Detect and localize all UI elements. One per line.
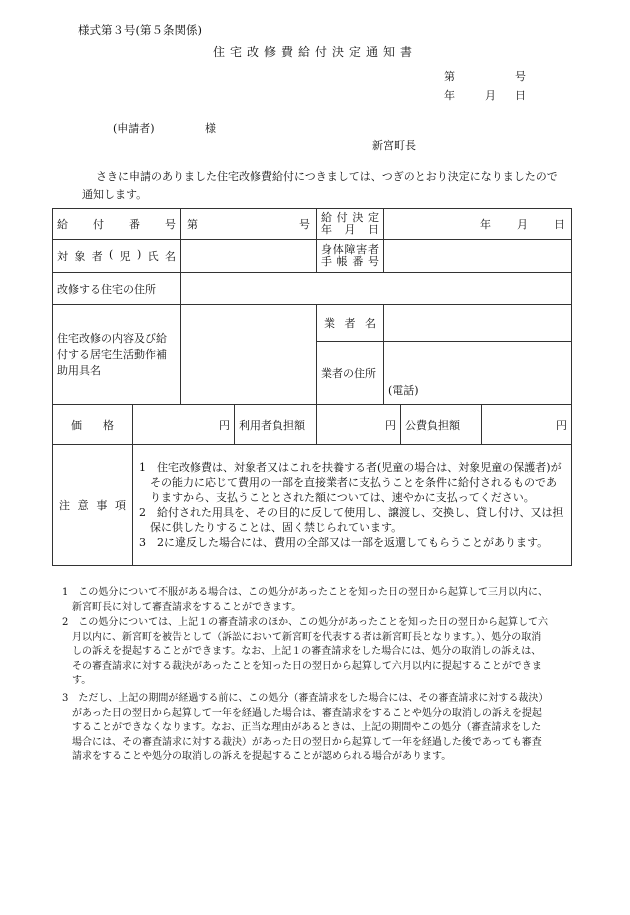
notes-label: 注 意 事 項 [59,499,126,512]
disability-label-1: 身 体 障 害 者 [321,243,379,256]
decision-date-value-cell [384,209,572,240]
public-share-label: 公費負担額 [401,405,482,445]
decision-date-label-1: 給 付 決 定 [321,211,379,224]
public-share-yen: 円 [556,418,567,432]
document-number [444,68,526,84]
price-label: 価 格 [71,418,114,432]
notes-content [133,445,572,566]
public-share-value [482,405,572,445]
row-notes [53,445,572,566]
number-suffix: 号 [515,70,526,83]
honorific-sama: 様 [205,122,216,135]
row-price [53,405,572,445]
applicant-label: (申請者) [113,122,155,135]
grant-number-label-cell [53,209,181,240]
footer-note-text: 1 この処分について不服がある場合は、この処分があったことを知った日の翌日から起算して三月以内に、新宮町長に対して審査請求をすることができます。 [62,587,549,613]
row-address [53,273,572,305]
number-prefix: 第 [444,70,455,83]
decision-table [52,208,572,566]
row-grant-number [53,209,572,240]
subject-name-label-cell [53,240,181,273]
document-title: 住宅改修費給付決定通知書 [212,45,417,59]
content-value [181,305,317,405]
date-month: 月 [485,89,496,102]
content-label: 住宅改修の内容及び給付する居宅生活動作補助用具名 [53,305,181,405]
address-value [181,273,572,305]
grant-number-dai: 第 [187,218,198,231]
decision-date-label-cell [317,209,384,240]
note-item: 3 2に違反した場合には、費用の全部又は一部を返還してもらうことがあります。 [139,536,549,549]
contractor-label-cell [317,305,384,342]
date-day: 日 [515,89,526,102]
note-item: 2 給付された用具を、その目的に反して使用し、譲渡し、交換し、貸し付け、又は担保に供したりすることは、固く禁じられています。 [139,506,564,534]
subject-name-value [181,240,317,273]
address-label: 改修する住宅の住所 [53,273,181,305]
notes-label-cell [53,445,133,566]
user-share-label: 利用者負担額 [235,405,317,445]
decision-month: 月 [517,218,528,231]
footer-note-1 [62,586,550,615]
row-contractor [53,305,572,342]
form-number: 様式第３号(第５条関係) [78,23,202,37]
contractor-value [384,305,572,342]
disability-number-value [384,240,572,273]
price-label-cell [53,405,133,445]
phone-label: (電話) [388,384,419,397]
footer-note-text: 3 ただし、上記の期間が経過する前に、この処分（審査請求をした場合には、その審査請求に対する裁決）があった日の翌日から起算して一年を経過した場合は、審査請求をすることや処分の取消しの訴えを提起することができなくなります。なお、正当な理由があるときは、上記の期間やこの処分（審査請求をした場合には、その審査請求に対する裁決）があった日の翌日から起算して一年を経過した後であっても審査請求をすることや処分の取消しの訴えを提起することが認められる場合があります。 [62,693,549,762]
date-year: 年 [444,89,455,102]
price-yen: 円 [219,418,230,432]
disability-label-cell [317,240,384,273]
contractor-address-label: 業者の住所 [317,342,384,405]
document-date [444,87,526,103]
grant-number-label: 給 付 番 号 [57,218,176,231]
note-item: 1 住宅改修費は、対象者又はこれを扶養する者(児童の場合は、対象児童の保護者)がその能力に応じて費用の一部を直接業者に支払うことを条件に給付されるものでありますから、支払うこととされた額については、速やかに支払ってください。 [139,461,562,504]
issuer-name: 新宮町長 [372,139,416,152]
footer-note-2 [62,616,550,689]
grant-number-value-cell [181,209,317,240]
decision-year: 年 [480,218,491,231]
user-share-value [317,405,401,445]
price-value [133,405,235,445]
decision-day: 日 [554,218,565,231]
contractor-label: 業 者 名 [324,317,376,330]
subject-name-label: 対 象 者 ( 児 ) 氏 名 [57,248,176,263]
intro-text: さきに申請のありました住宅改修費給付につきましては、つぎのとおり決定になりましたので通知します。 [82,170,558,201]
footer-note-3 [62,692,550,765]
contractor-address-value [384,342,572,405]
disability-label-2: 手 帳 番 号 [321,255,379,268]
row-subject [53,240,572,273]
footer-note-text: 2 この処分については、上記１の審査請求のほか、この処分があったことを知った日の翌日から起算して六月以内に、新宮町を被告として（訴訟において新宮町を代表する者は新宮町長となります。）、処分の取消しの訴えを提起することができます。なお、上記１の審査請求をした場合には、処分の取消しの訴えは、その審査請求に対する裁決があったことを知った日の翌日から起算して六月以内に提起することができます。 [62,617,549,686]
grant-number-go: 号 [299,218,310,231]
user-share-yen: 円 [385,418,396,432]
decision-date-label-2: 年 月 日 [321,223,379,236]
